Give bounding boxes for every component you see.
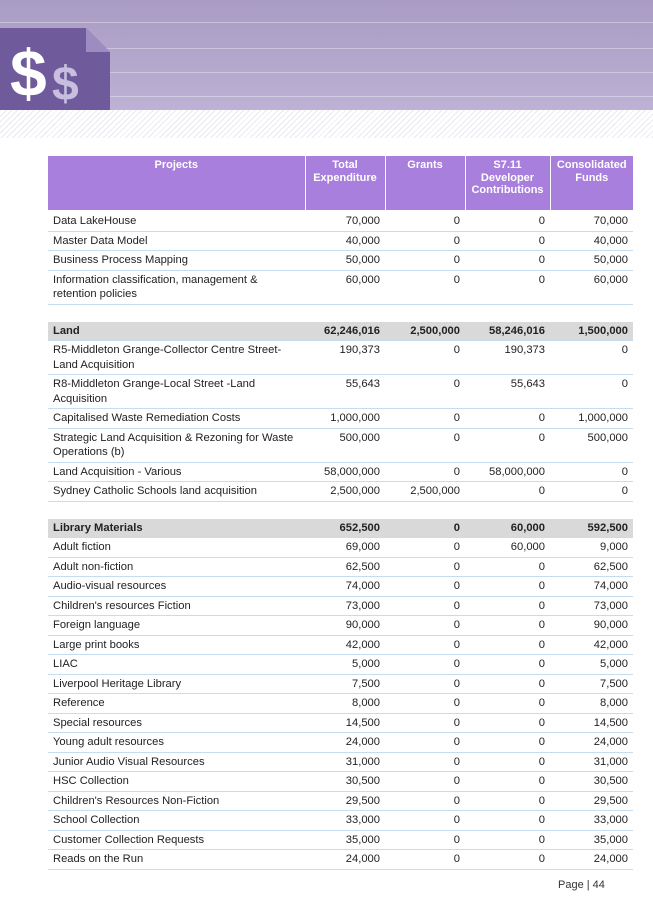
- consolidated-funds-cell: 29,500: [550, 791, 633, 811]
- table-row: [48, 733, 633, 753]
- grants-cell: 0: [385, 462, 465, 482]
- consolidated-funds-cell: 0: [550, 375, 633, 409]
- s711-cell: 0: [465, 616, 550, 636]
- table-row: [48, 850, 633, 870]
- table-row: [48, 341, 633, 375]
- grants-cell: 0: [385, 375, 465, 409]
- section-summary-row: [48, 519, 633, 538]
- s711-cell: 60,000: [465, 538, 550, 558]
- project-name-cell: Adult non-fiction: [48, 557, 305, 577]
- project-name-cell: Customer Collection Requests: [48, 830, 305, 850]
- total-expenditure-cell: 42,000: [305, 635, 385, 655]
- grants-cell: 0: [385, 210, 465, 231]
- consolidated-funds-cell: 35,000: [550, 830, 633, 850]
- consolidated-funds-cell: 70,000: [550, 210, 633, 231]
- s711-cell: 0: [465, 752, 550, 772]
- total-expenditure-cell: 31,000: [305, 752, 385, 772]
- project-name-cell: Reference: [48, 694, 305, 714]
- grants-cell: 0: [385, 772, 465, 792]
- table-row: [48, 409, 633, 429]
- s711-cell: 0: [465, 428, 550, 462]
- s711-cell: 0: [465, 577, 550, 597]
- consolidated-funds-cell: 24,000: [550, 733, 633, 753]
- header-consolidated-funds: Consolidated Funds: [550, 156, 633, 210]
- s711-cell: 0: [465, 733, 550, 753]
- table-row: [48, 830, 633, 850]
- header-total-expenditure: Total Expenditure: [305, 156, 385, 210]
- consolidated-funds-cell: 5,000: [550, 655, 633, 675]
- consolidated-funds-cell: 14,500: [550, 713, 633, 733]
- s711-cell: 0: [465, 655, 550, 675]
- table-row: [48, 811, 633, 831]
- project-name-cell: Library Materials: [48, 519, 305, 538]
- consolidated-funds-cell: 592,500: [550, 519, 633, 538]
- total-expenditure-cell: 30,500: [305, 772, 385, 792]
- project-name-cell: Foreign language: [48, 616, 305, 636]
- table-row: [48, 557, 633, 577]
- consolidated-funds-cell: 0: [550, 341, 633, 375]
- total-expenditure-cell: 190,373: [305, 341, 385, 375]
- consolidated-funds-cell: 50,000: [550, 251, 633, 271]
- s711-cell: 0: [465, 811, 550, 831]
- dollar-icon: [0, 14, 110, 110]
- project-name-cell: Land Acquisition - Various: [48, 462, 305, 482]
- project-name-cell: Audio-visual resources: [48, 577, 305, 597]
- total-expenditure-cell: 24,000: [305, 850, 385, 870]
- grants-cell: 0: [385, 251, 465, 271]
- table-row: [48, 713, 633, 733]
- project-name-cell: Master Data Model: [48, 231, 305, 251]
- s711-cell: 0: [465, 713, 550, 733]
- total-expenditure-cell: 62,500: [305, 557, 385, 577]
- table-row: [48, 251, 633, 271]
- project-name-cell: Land: [48, 322, 305, 341]
- s711-cell: 60,000: [465, 519, 550, 538]
- table-row: [48, 577, 633, 597]
- total-expenditure-cell: 35,000: [305, 830, 385, 850]
- table-header-row: [48, 156, 633, 210]
- project-name-cell: Young adult resources: [48, 733, 305, 753]
- grants-cell: 0: [385, 713, 465, 733]
- project-name-cell: LIAC: [48, 655, 305, 675]
- s711-cell: 0: [465, 270, 550, 304]
- consolidated-funds-cell: 0: [550, 482, 633, 502]
- consolidated-funds-cell: 40,000: [550, 231, 633, 251]
- s711-cell: 0: [465, 482, 550, 502]
- grants-cell: 0: [385, 850, 465, 870]
- consolidated-funds-cell: 1,500,000: [550, 322, 633, 341]
- grants-cell: 0: [385, 577, 465, 597]
- consolidated-funds-cell: 30,500: [550, 772, 633, 792]
- s711-cell: 0: [465, 850, 550, 870]
- total-expenditure-cell: 652,500: [305, 519, 385, 538]
- project-name-cell: Data LakeHouse: [48, 210, 305, 231]
- project-name-cell: Sydney Catholic Schools land acquisition: [48, 482, 305, 502]
- consolidated-funds-cell: 31,000: [550, 752, 633, 772]
- consolidated-funds-cell: 24,000: [550, 850, 633, 870]
- grants-cell: 0: [385, 616, 465, 636]
- total-expenditure-cell: 7,500: [305, 674, 385, 694]
- table-row: [48, 462, 633, 482]
- s711-cell: 0: [465, 830, 550, 850]
- s711-cell: 0: [465, 772, 550, 792]
- svg-text:$: $: [52, 58, 79, 110]
- grants-cell: 0: [385, 557, 465, 577]
- total-expenditure-cell: 14,500: [305, 713, 385, 733]
- table-row: [48, 428, 633, 462]
- table-row: [48, 772, 633, 792]
- total-expenditure-cell: 55,643: [305, 375, 385, 409]
- consolidated-funds-cell: 60,000: [550, 270, 633, 304]
- grants-cell: 0: [385, 596, 465, 616]
- consolidated-funds-cell: 500,000: [550, 428, 633, 462]
- grants-cell: 2,500,000: [385, 322, 465, 341]
- project-name-cell: Strategic Land Acquisition & Rezoning for Waste Operations (b): [48, 428, 305, 462]
- s711-cell: 0: [465, 409, 550, 429]
- capital-works-table: [48, 156, 633, 870]
- grants-cell: 2,500,000: [385, 482, 465, 502]
- project-name-cell: Special resources: [48, 713, 305, 733]
- total-expenditure-cell: 8,000: [305, 694, 385, 714]
- grants-cell: 0: [385, 428, 465, 462]
- consolidated-funds-cell: 74,000: [550, 577, 633, 597]
- total-expenditure-cell: 69,000: [305, 538, 385, 558]
- project-name-cell: Children's resources Fiction: [48, 596, 305, 616]
- total-expenditure-cell: 60,000: [305, 270, 385, 304]
- grants-cell: 0: [385, 409, 465, 429]
- s711-cell: 0: [465, 251, 550, 271]
- table-row: [48, 270, 633, 304]
- s711-cell: 58,000,000: [465, 462, 550, 482]
- s711-cell: 0: [465, 557, 550, 577]
- table-row: [48, 655, 633, 675]
- grants-cell: 0: [385, 694, 465, 714]
- consolidated-funds-cell: 1,000,000: [550, 409, 633, 429]
- total-expenditure-cell: 24,000: [305, 733, 385, 753]
- grants-cell: 0: [385, 733, 465, 753]
- grants-cell: 0: [385, 231, 465, 251]
- grants-cell: 0: [385, 538, 465, 558]
- s711-cell: 190,373: [465, 341, 550, 375]
- project-name-cell: Large print books: [48, 635, 305, 655]
- total-expenditure-cell: 2,500,000: [305, 482, 385, 502]
- grants-cell: 0: [385, 519, 465, 538]
- consolidated-funds-cell: 8,000: [550, 694, 633, 714]
- header-projects: Projects: [48, 156, 305, 210]
- consolidated-funds-cell: 62,500: [550, 557, 633, 577]
- grants-cell: 0: [385, 830, 465, 850]
- table-row: [48, 231, 633, 251]
- table-row: [48, 538, 633, 558]
- svg-text:$: $: [10, 36, 47, 110]
- s711-cell: 0: [465, 596, 550, 616]
- dollar-logo-svg: [0, 14, 110, 110]
- total-expenditure-cell: 50,000: [305, 251, 385, 271]
- header-grants: Grants: [385, 156, 465, 210]
- grants-cell: 0: [385, 341, 465, 375]
- total-expenditure-cell: 5,000: [305, 655, 385, 675]
- total-expenditure-cell: 500,000: [305, 428, 385, 462]
- s711-cell: 0: [465, 231, 550, 251]
- total-expenditure-cell: 58,000,000: [305, 462, 385, 482]
- table-row: [48, 791, 633, 811]
- table-row: [48, 596, 633, 616]
- consolidated-funds-cell: 42,000: [550, 635, 633, 655]
- s711-cell: 0: [465, 210, 550, 231]
- project-name-cell: School Collection: [48, 811, 305, 831]
- table-row: [48, 674, 633, 694]
- project-name-cell: Reads on the Run: [48, 850, 305, 870]
- table-row: [48, 210, 633, 231]
- table-row: [48, 694, 633, 714]
- grants-cell: 0: [385, 635, 465, 655]
- project-name-cell: Adult fiction: [48, 538, 305, 558]
- project-name-cell: Liverpool Heritage Library: [48, 674, 305, 694]
- s711-cell: 0: [465, 791, 550, 811]
- grants-cell: 0: [385, 674, 465, 694]
- total-expenditure-cell: 90,000: [305, 616, 385, 636]
- s711-cell: 0: [465, 694, 550, 714]
- table-row: [48, 375, 633, 409]
- total-expenditure-cell: 33,000: [305, 811, 385, 831]
- total-expenditure-cell: 1,000,000: [305, 409, 385, 429]
- total-expenditure-cell: 74,000: [305, 577, 385, 597]
- consolidated-funds-cell: 33,000: [550, 811, 633, 831]
- s711-cell: 0: [465, 674, 550, 694]
- table-row: [48, 752, 633, 772]
- project-name-cell: Children's Resources Non-Fiction: [48, 791, 305, 811]
- total-expenditure-cell: 62,246,016: [305, 322, 385, 341]
- consolidated-funds-cell: 9,000: [550, 538, 633, 558]
- consolidated-funds-cell: 7,500: [550, 674, 633, 694]
- total-expenditure-cell: 70,000: [305, 210, 385, 231]
- project-name-cell: R8-Middleton Grange-Local Street -Land Acquisition: [48, 375, 305, 409]
- s711-cell: 0: [465, 635, 550, 655]
- consolidated-funds-cell: 0: [550, 462, 633, 482]
- total-expenditure-cell: 40,000: [305, 231, 385, 251]
- header-s711-contributions: S7.11 Developer Contributions: [465, 156, 550, 210]
- banner-hatch-strip: [0, 110, 653, 138]
- consolidated-funds-cell: 73,000: [550, 596, 633, 616]
- table-row: [48, 616, 633, 636]
- table-row: [48, 635, 633, 655]
- total-expenditure-cell: 73,000: [305, 596, 385, 616]
- grants-cell: 0: [385, 270, 465, 304]
- section-spacer: [48, 304, 633, 322]
- project-name-cell: Information classification, management & retention policies: [48, 270, 305, 304]
- project-name-cell: Business Process Mapping: [48, 251, 305, 271]
- grants-cell: 0: [385, 752, 465, 772]
- s711-cell: 58,246,016: [465, 322, 550, 341]
- grants-cell: 0: [385, 811, 465, 831]
- project-name-cell: HSC Collection: [48, 772, 305, 792]
- table-row: [48, 482, 633, 502]
- section-summary-row: [48, 322, 633, 341]
- s711-cell: 55,643: [465, 375, 550, 409]
- project-name-cell: R5-Middleton Grange-Collector Centre Street-Land Acquisition: [48, 341, 305, 375]
- total-expenditure-cell: 29,500: [305, 791, 385, 811]
- page-number: Page | 44: [558, 879, 605, 891]
- grants-cell: 0: [385, 655, 465, 675]
- consolidated-funds-cell: 90,000: [550, 616, 633, 636]
- section-spacer: [48, 501, 633, 519]
- grants-cell: 0: [385, 791, 465, 811]
- project-name-cell: Capitalised Waste Remediation Costs: [48, 409, 305, 429]
- project-name-cell: Junior Audio Visual Resources: [48, 752, 305, 772]
